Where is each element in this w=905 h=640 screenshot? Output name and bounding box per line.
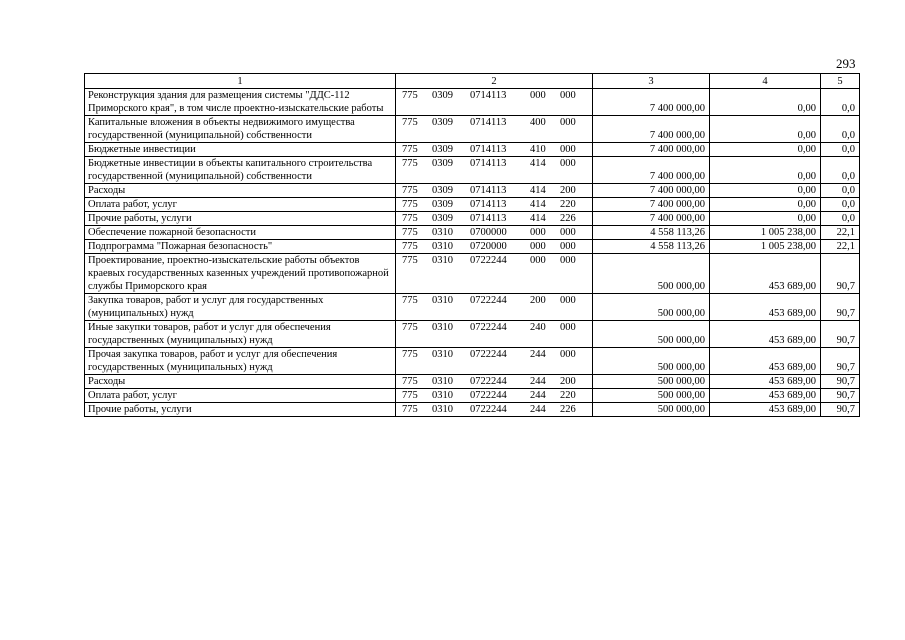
budget-code: 244 [530,349,546,360]
row-name-cell: Проектирование, проектно-изыскательские работы объектов краевых государственных казенных учреждений противопожарной службы Приморского края [85,254,396,294]
budget-codes-cell [396,240,593,254]
budget-code: 775 [402,322,418,333]
value-cell-col4: 0,00 [710,143,821,157]
budget-code: 244 [530,404,546,415]
value-cell-col3: 7 400 000,00 [593,184,710,198]
budget-codes-cell [396,294,593,321]
budget-code: 775 [402,349,418,360]
budget-table [84,73,860,417]
value-cell-col4: 453 689,00 [710,403,821,417]
budget-codes-cell [396,157,593,184]
budget-codes-cell [396,403,593,417]
table-row [85,389,860,403]
budget-codes-cell [396,254,593,294]
value-cell-col5: 90,7 [821,403,860,417]
budget-code: 0714113 [470,199,507,210]
value-cell-col3: 500 000,00 [593,348,710,375]
column-header: 4 [710,74,821,89]
budget-code: 0714113 [470,117,507,128]
budget-code: 0309 [432,158,453,169]
row-name-cell: Реконструкция здания для размещения системы "ДДС-112 Приморского края", в том числе проектно-изыскательские работы [85,89,396,116]
table-row [85,212,860,226]
table-row [85,294,860,321]
budget-codes-cell [396,226,593,240]
budget-code: 414 [530,199,546,210]
budget-code: 0310 [432,255,453,266]
row-name-cell: Обеспечение пожарной безопасности [85,226,396,240]
row-name-cell: Расходы [85,375,396,389]
budget-code: 0309 [432,213,453,224]
row-name-cell: Закупка товаров, работ и услуг для государственных (муниципальных) нужд [85,294,396,321]
column-header: 3 [593,74,710,89]
budget-codes-cell [396,348,593,375]
table-row [85,184,860,198]
value-cell-col3: 7 400 000,00 [593,143,710,157]
value-cell-col3: 500 000,00 [593,375,710,389]
budget-code: 775 [402,404,418,415]
row-name-cell: Расходы [85,184,396,198]
budget-code: 0722244 [470,322,507,333]
budget-code: 200 [560,376,576,387]
value-cell-col3: 500 000,00 [593,403,710,417]
budget-code: 0720000 [470,241,507,252]
table-row [85,198,860,212]
budget-code: 000 [530,227,546,238]
table-header-row [85,74,860,89]
value-cell-col4: 453 689,00 [710,375,821,389]
budget-code: 244 [530,376,546,387]
budget-code: 000 [560,144,576,155]
budget-code: 000 [530,255,546,266]
value-cell-col5: 0,0 [821,143,860,157]
table-row [85,254,860,294]
budget-code: 775 [402,144,418,155]
budget-code: 0309 [432,185,453,196]
row-name-cell: Бюджетные инвестиции [85,143,396,157]
value-cell-col3: 7 400 000,00 [593,89,710,116]
budget-code: 775 [402,158,418,169]
value-cell-col5: 90,7 [821,294,860,321]
budget-code: 0700000 [470,227,507,238]
budget-code: 000 [560,295,576,306]
budget-code: 0714113 [470,213,507,224]
budget-code: 0722244 [470,295,507,306]
budget-codes-cell [396,375,593,389]
table-row [85,157,860,184]
budget-code: 414 [530,158,546,169]
budget-code: 0310 [432,295,453,306]
row-name-cell: Бюджетные инвестиции в объекты капитального строительства государственной (муниципальной) собственности [85,157,396,184]
budget-code: 000 [560,227,576,238]
value-cell-col3: 7 400 000,00 [593,157,710,184]
budget-code: 000 [560,322,576,333]
page-number: 293 [836,56,856,71]
budget-code: 0722244 [470,349,507,360]
value-cell-col5: 0,0 [821,116,860,143]
value-cell-col4: 453 689,00 [710,321,821,348]
row-name-cell: Прочая закупка товаров, работ и услуг для обеспечения государственных (муниципальных) нужд [85,348,396,375]
budget-codes-cell [396,184,593,198]
budget-code: 000 [560,117,576,128]
value-cell-col3: 4 558 113,26 [593,240,710,254]
table-row [85,321,860,348]
budget-code: 775 [402,185,418,196]
budget-code: 0722244 [470,376,507,387]
budget-code: 410 [530,144,546,155]
value-cell-col5: 90,7 [821,375,860,389]
row-name-cell: Оплата работ, услуг [85,198,396,212]
budget-code: 000 [560,255,576,266]
budget-code: 0714113 [470,185,507,196]
table-row [85,143,860,157]
budget-codes-cell [396,89,593,116]
row-name-cell: Прочие работы, услуги [85,212,396,226]
budget-codes-cell [396,389,593,403]
budget-code: 240 [530,322,546,333]
value-cell-col5: 90,7 [821,321,860,348]
budget-code: 226 [560,404,576,415]
budget-code: 775 [402,90,418,101]
table-row [85,116,860,143]
budget-code: 0309 [432,144,453,155]
table-row [85,226,860,240]
budget-code: 0310 [432,404,453,415]
budget-code: 775 [402,376,418,387]
budget-code: 414 [530,185,546,196]
row-name-cell: Подпрограмма "Пожарная безопасность" [85,240,396,254]
table-row [85,375,860,389]
budget-code: 226 [560,213,576,224]
budget-code: 000 [530,241,546,252]
value-cell-col3: 7 400 000,00 [593,116,710,143]
budget-code: 0714113 [470,144,507,155]
budget-code: 775 [402,227,418,238]
budget-code: 244 [530,390,546,401]
value-cell-col4: 0,00 [710,157,821,184]
budget-code: 000 [560,349,576,360]
budget-code: 775 [402,117,418,128]
budget-code: 0309 [432,117,453,128]
budget-code: 0310 [432,376,453,387]
table-row [85,403,860,417]
budget-code: 200 [530,295,546,306]
value-cell-col4: 1 005 238,00 [710,226,821,240]
value-cell-col4: 0,00 [710,198,821,212]
budget-code: 775 [402,295,418,306]
budget-code: 000 [560,90,576,101]
budget-code: 400 [530,117,546,128]
budget-code: 220 [560,199,576,210]
budget-code: 000 [530,90,546,101]
value-cell-col4: 453 689,00 [710,389,821,403]
budget-code: 0722244 [470,255,507,266]
value-cell-col4: 0,00 [710,89,821,116]
budget-code: 775 [402,255,418,266]
value-cell-col4: 0,00 [710,212,821,226]
budget-code: 414 [530,213,546,224]
budget-code: 0714113 [470,90,507,101]
value-cell-col4: 453 689,00 [710,254,821,294]
value-cell-col5: 0,0 [821,89,860,116]
value-cell-col4: 453 689,00 [710,348,821,375]
value-cell-col5: 22,1 [821,226,860,240]
value-cell-col5: 90,7 [821,348,860,375]
budget-code: 000 [560,241,576,252]
value-cell-col5: 0,0 [821,157,860,184]
value-cell-col4: 0,00 [710,184,821,198]
budget-code: 220 [560,390,576,401]
budget-code: 200 [560,185,576,196]
row-name-cell: Капитальные вложения в объекты недвижимого имущества государственной (муниципальной) собственности [85,116,396,143]
table-row [85,348,860,375]
budget-code: 000 [560,158,576,169]
value-cell-col3: 4 558 113,26 [593,226,710,240]
value-cell-col5: 90,7 [821,389,860,403]
budget-code: 775 [402,241,418,252]
budget-code: 0309 [432,199,453,210]
value-cell-col4: 453 689,00 [710,294,821,321]
value-cell-col3: 7 400 000,00 [593,198,710,212]
budget-code: 775 [402,213,418,224]
value-cell-col3: 500 000,00 [593,254,710,294]
value-cell-col5: 0,0 [821,198,860,212]
value-cell-col3: 500 000,00 [593,321,710,348]
budget-code: 0310 [432,227,453,238]
budget-codes-cell [396,321,593,348]
budget-codes-cell [396,143,593,157]
value-cell-col4: 0,00 [710,116,821,143]
column-header: 1 [85,74,396,89]
budget-code: 0722244 [470,390,507,401]
budget-codes-cell [396,212,593,226]
budget-code: 0310 [432,390,453,401]
value-cell-col3: 500 000,00 [593,389,710,403]
budget-code: 0714113 [470,158,507,169]
budget-code: 0722244 [470,404,507,415]
budget-code: 775 [402,390,418,401]
value-cell-col5: 90,7 [821,254,860,294]
column-header: 5 [821,74,860,89]
row-name-cell: Иные закупки товаров, работ и услуг для обеспечения государственных (муниципальных) нужд [85,321,396,348]
value-cell-col5: 0,0 [821,184,860,198]
row-name-cell: Прочие работы, услуги [85,403,396,417]
budget-codes-cell [396,116,593,143]
row-name-cell: Оплата работ, услуг [85,389,396,403]
budget-code: 0310 [432,349,453,360]
budget-code: 0310 [432,322,453,333]
budget-code: 0309 [432,90,453,101]
value-cell-col3: 500 000,00 [593,294,710,321]
budget-code: 0310 [432,241,453,252]
column-header: 2 [396,74,593,89]
value-cell-col5: 0,0 [821,212,860,226]
budget-codes-cell [396,198,593,212]
table-row [85,89,860,116]
table-row [85,240,860,254]
value-cell-col5: 22,1 [821,240,860,254]
budget-code: 775 [402,199,418,210]
value-cell-col3: 7 400 000,00 [593,212,710,226]
value-cell-col4: 1 005 238,00 [710,240,821,254]
